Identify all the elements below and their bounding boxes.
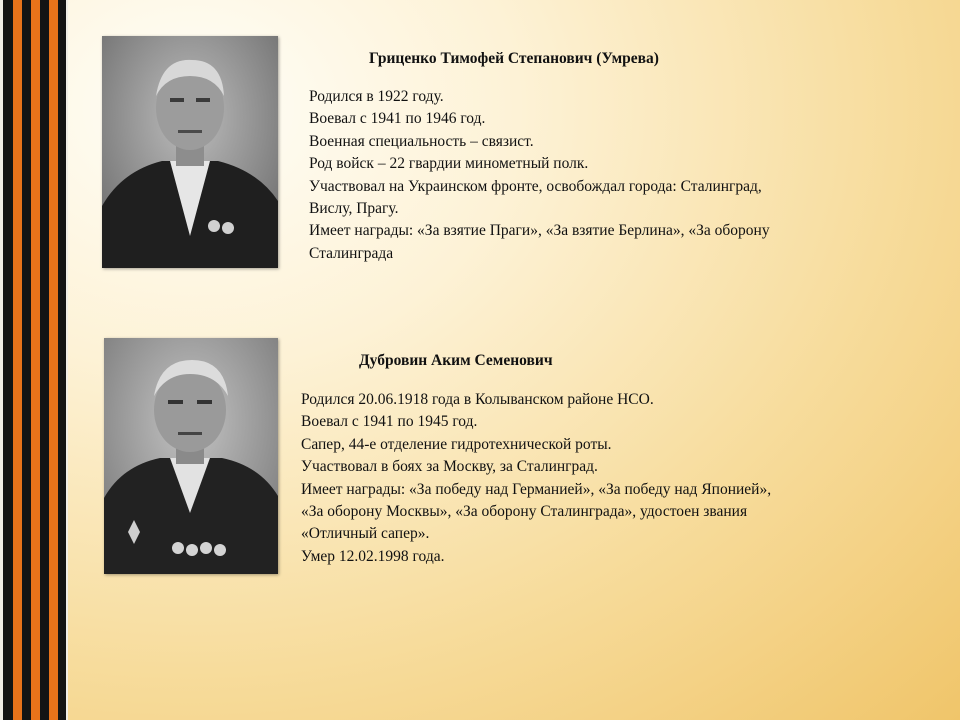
bio-line: Вислу, Прагу. — [309, 200, 399, 218]
bio-line: Участвовал на Украинском фронте, освобождал города: Сталинград, — [309, 177, 762, 195]
bio-line: Воевал с 1941 по 1946 год. — [309, 110, 486, 128]
bio-line: «Отличный сапер». — [301, 525, 430, 543]
bio-line: Воевал с 1941 по 1945 год. — [301, 413, 478, 431]
bio-line: Имеет награды: «За взятие Праги», «За взятие Берлина», «За оборону — [309, 222, 770, 240]
bio-line: Участвовал в боях за Москву, за Сталинград. — [301, 458, 598, 476]
bio-line: Родился в 1922 году. — [309, 88, 444, 105]
bio-line: Умер 12.02.1998 года. — [301, 547, 445, 565]
bio-line: Имеет награды: «За победу над Германией», «За победу над Японией», — [301, 480, 772, 498]
bio-line: Военная специальность – связист. — [309, 132, 534, 150]
veteran-1-name: Гриценко Тимофей Степанович (Умрева) — [369, 50, 659, 67]
bio-line: Род войск – 22 гвардии минометный полк. — [309, 155, 589, 173]
portrait-icon — [102, 36, 278, 268]
veteran-2-biography — [301, 389, 911, 568]
veteran-2-portrait-photo — [104, 338, 278, 574]
bio-line: Родился 20.06.1918 года в Колыванском районе НСО. — [301, 391, 654, 408]
veteran-1-portrait-photo — [102, 36, 278, 268]
bio-line: Сапер, 44-е отделение гидротехнической роты. — [301, 435, 612, 453]
st-george-ribbon — [0, 0, 68, 720]
bio-line: Сталинграда — [309, 244, 394, 262]
veteran-2-name: Дубровин Аким Семенович — [359, 352, 553, 369]
veteran-1-biography — [309, 86, 909, 265]
bio-line: «За оборону Москвы», «За оборону Сталинграда», удостоен звания — [301, 503, 748, 521]
portrait-icon — [104, 338, 278, 574]
